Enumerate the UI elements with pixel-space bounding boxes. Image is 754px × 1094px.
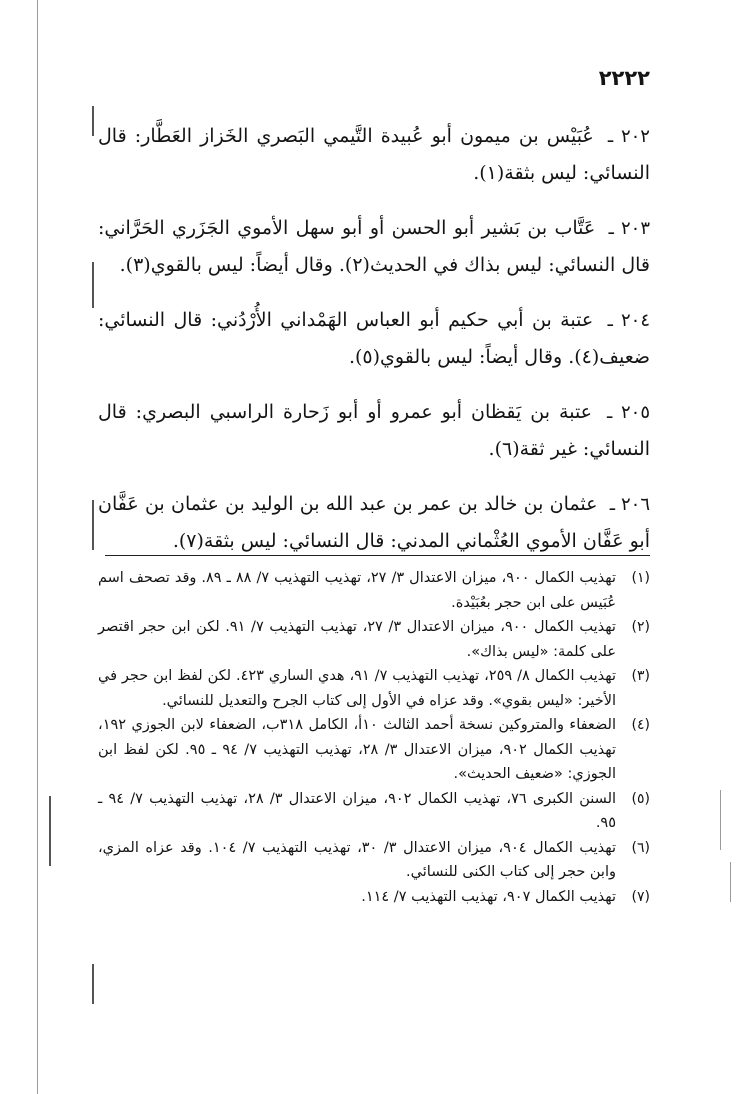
footnote-separator: [105, 555, 650, 556]
entry-text: عَتَّاب بن بَشير أبو الحسن أو أبو سهل الأموي الجَزَري الحَرَّاني: قال النسائي: ليس بذاك في الحديث(٢). وقال أيضاً: ليس بالقوي(٣).: [98, 217, 650, 276]
scan-margin-mark: [49, 796, 51, 866]
scan-margin-mark: [92, 500, 94, 550]
entry-text: عُبَيْس بن ميمون أبو عُبيدة التَّيمي البَصري الخَزاز العَطَّار: قال النسائي: ليس بثقة(١).: [98, 125, 650, 184]
footnote: [98, 713, 650, 787]
footnote-text: تهذيب الكمال ٩٠٧، تهذيب التهذيب ٧/ ١١٤.: [361, 888, 616, 905]
entry-number: ٢٠٤ ـ: [607, 310, 651, 331]
entry-text: عتبة بن يَقظان أبو عمرو أو أبو زَحارة الراسبي البصري: قال النسائي: غير ثقة(٦).: [98, 401, 650, 460]
footnote: [98, 836, 650, 885]
footnote-number: (١): [631, 570, 650, 586]
biography-entry: [98, 302, 650, 375]
entry-number: ٢٠٥ ـ: [607, 402, 651, 423]
entry-text: عثمان بن خالد بن عمر بن عبد الله بن الوليد بن عثمان بن عَفَّان أبو عَفَّان الأموي العُثْماني المدني: قال النسائي: ليس بثقة(٧).: [98, 493, 650, 552]
scan-margin-mark: [92, 262, 94, 308]
footnote-number: (٧): [631, 888, 650, 905]
footnote-number: (٤): [631, 717, 650, 733]
footnote-text: الضعفاء والمتروكين نسخة أحمد الثالث ١٠أ، الكامل ٣١٨ب، الضعفاء لابن الجوزي ١٩٢، تهذيب الكمال ٩٠٢، ميزان الاعتدال ٣/ ٢٨، تهذيب التهذيب ٧/ ٩٤ ـ ٩٥. لكن لفظ ابن الجوزي: «ضعيف الحديث».: [98, 717, 616, 782]
footnote: [98, 787, 650, 836]
biography-entry: [98, 486, 650, 559]
footnote-number: (٦): [631, 839, 650, 856]
scan-margin-mark: [720, 790, 721, 850]
footnote: [98, 615, 650, 664]
footnote: [98, 885, 650, 910]
footnotes: [98, 566, 650, 909]
entry-number: ٢٠٣ ـ: [608, 218, 651, 239]
footnote-text: تهذيب الكمال ٩٠٤، ميزان الاعتدال ٣/ ٣٠، تهذيب التهذيب ٧/ ١٠٤. وقد عزاه المزي، وابن حجر إلى كتاب الكنى للنسائي.: [98, 839, 616, 880]
biography-entry: [98, 118, 650, 191]
footnote: [98, 664, 650, 713]
footnote-text: السنن الكبرى ٧٦، تهذيب الكمال ٩٠٢، ميزان الاعتدال ٣/ ٢٨، تهذيب التهذيب ٧/ ٩٤ ـ ٩٥.: [98, 790, 617, 831]
biography-entries: [98, 118, 650, 564]
entry-number: ٢٠٢ ـ: [607, 126, 650, 147]
scan-margin-mark: [92, 106, 94, 136]
footnote-text: تهذيب الكمال ٨/ ٢٥٩، تهذيب التهذيب ٧/ ٩١، هدي الساري ٤٢٣. لكن لفظ ابن حجر في الأخير: «ليس بقوي». وقد عزاه في الأول إلى كتاب الجرح والتعديل للنسائي.: [98, 668, 616, 709]
entry-text: عتبة بن أبي حكيم أبو العباس الهَمْداني الأُرْدُني: قال النسائي: ضعيف(٤). وقال أيضاً: ليس بالقوي(٥).: [98, 309, 650, 368]
scan-margin-mark: [92, 964, 94, 1004]
entry-number: ٢٠٦ ـ: [609, 494, 650, 515]
footnote-number: (٢): [631, 619, 650, 635]
footnote-number: (٣): [631, 668, 650, 684]
page-number: ٢٢٢٢: [598, 66, 650, 90]
footnote-text: تهذيب الكمال ٩٠٠، ميزان الاعتدال ٣/ ٢٧، تهذيب التهذيب ٧/ ٩١. لكن ابن حجر اقتصر على كلمة: «ليس بذاك».: [98, 619, 616, 660]
footnote: [98, 566, 650, 615]
scan-margin-mark: [730, 862, 731, 902]
biography-entry: [98, 394, 650, 467]
biography-entry: [98, 210, 650, 283]
footnote-text: تهذيب الكمال ٩٠٠، ميزان الاعتدال ٣/ ٢٧، تهذيب التهذيب ٧/ ٨٨ ـ ٨٩. وقد تصحف اسم عُبَيس على ابن حجر بعُبَيْدة.: [98, 570, 616, 611]
scan-margin-mark: [37, 0, 38, 1094]
footnote-number: (٥): [631, 790, 650, 807]
